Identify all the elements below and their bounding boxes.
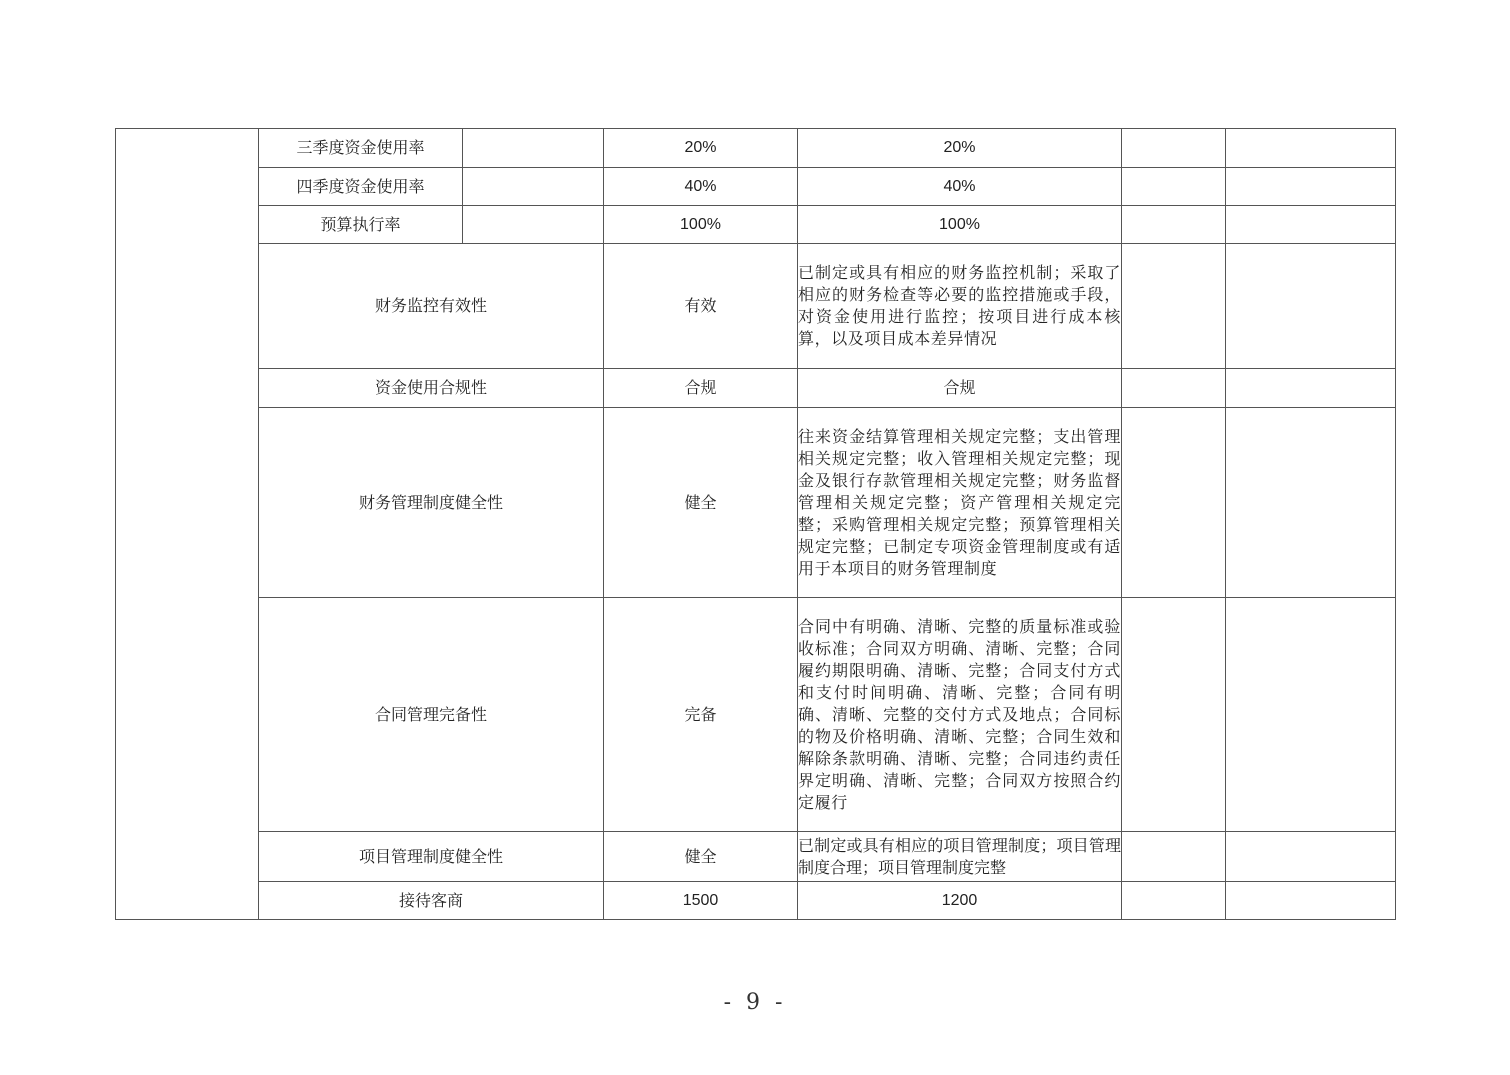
indicator-cell: 预算执行率 — [259, 206, 463, 244]
blank-cell — [1122, 832, 1226, 882]
blank-cell — [1226, 244, 1396, 369]
page-number: - 9 - — [723, 990, 787, 1015]
indicator-cell: 项目管理制度健全性 — [259, 832, 604, 882]
blank-cell — [1122, 129, 1226, 168]
indicator-cell: 财务管理制度健全性 — [259, 408, 604, 598]
blank-cell — [1226, 129, 1396, 168]
table-row — [116, 206, 1396, 244]
table-row — [116, 598, 1396, 832]
blank-cell — [1226, 832, 1396, 882]
table-row — [116, 832, 1396, 882]
table-row — [116, 408, 1396, 598]
actual-cell: 合同中有明确、清晰、完整的质量标准或验收标准；合同双方明确、清晰、完整；合同履约期限明确、清晰、完整；合同支付方式和支付时间明确、清晰、完整；合同有明确、清晰、完整的交付方式及地点；合同标的物及价格明确、清晰、完整；合同生效和解除条款明确、清晰、完整；合同违约责任界定明确、清晰、完整；合同双方按照合约定履行 — [798, 598, 1122, 832]
actual-cell: 往来资金结算管理相关规定完整；支出管理相关规定完整；收入管理相关规定完整；现金及银行存款管理相关规定完整；财务监督管理相关规定完整；资产管理相关规定完整；采购管理相关规定完整；预算管理相关规定完整；已制定专项资金管理制度或有适用于本项目的财务管理制度 — [798, 408, 1122, 598]
target-cell: 健全 — [604, 408, 798, 598]
blank-cell — [1122, 168, 1226, 206]
target-cell: 100% — [604, 206, 798, 244]
target-cell: 20% — [604, 129, 798, 168]
category-cell — [116, 129, 259, 920]
target-cell: 健全 — [604, 832, 798, 882]
indicator-cell: 财务监控有效性 — [259, 244, 604, 369]
blank-cell — [1226, 882, 1396, 920]
actual-cell: 1200 — [798, 882, 1122, 920]
target-cell: 合规 — [604, 369, 798, 408]
table-row — [116, 244, 1396, 369]
actual-cell: 20% — [798, 129, 1122, 168]
table-row — [116, 369, 1396, 408]
blank-cell — [1226, 598, 1396, 832]
blank-cell — [1122, 206, 1226, 244]
target-cell: 1500 — [604, 882, 798, 920]
blank-cell — [1226, 408, 1396, 598]
target-cell: 完备 — [604, 598, 798, 832]
blank-cell — [463, 206, 604, 244]
blank-cell — [1122, 598, 1226, 832]
table-row — [116, 882, 1396, 920]
blank-cell — [1226, 168, 1396, 206]
indicator-cell: 合同管理完备性 — [259, 598, 604, 832]
table-row — [116, 129, 1396, 168]
actual-cell: 合规 — [798, 369, 1122, 408]
evaluation-table — [115, 128, 1396, 920]
indicator-cell: 四季度资金使用率 — [259, 168, 463, 206]
blank-cell — [463, 129, 604, 168]
actual-cell: 100% — [798, 206, 1122, 244]
blank-cell — [1226, 206, 1396, 244]
actual-cell: 已制定或具有相应的项目管理制度；项目管理制度合理；项目管理制度完整 — [798, 832, 1122, 882]
target-cell: 40% — [604, 168, 798, 206]
table-row — [116, 168, 1396, 206]
indicator-cell: 资金使用合规性 — [259, 369, 604, 408]
indicator-cell: 接待客商 — [259, 882, 604, 920]
actual-cell: 40% — [798, 168, 1122, 206]
blank-cell — [463, 168, 604, 206]
blank-cell — [1226, 369, 1396, 408]
blank-cell — [1122, 882, 1226, 920]
indicator-cell: 三季度资金使用率 — [259, 129, 463, 168]
blank-cell — [1122, 369, 1226, 408]
blank-cell — [1122, 244, 1226, 369]
target-cell: 有效 — [604, 244, 798, 369]
actual-cell: 已制定或具有相应的财务监控机制；采取了相应的财务检查等必要的监控措施或手段，对资金使用进行监控；按项目进行成本核算，以及项目成本差异情况 — [798, 244, 1122, 369]
blank-cell — [1122, 408, 1226, 598]
